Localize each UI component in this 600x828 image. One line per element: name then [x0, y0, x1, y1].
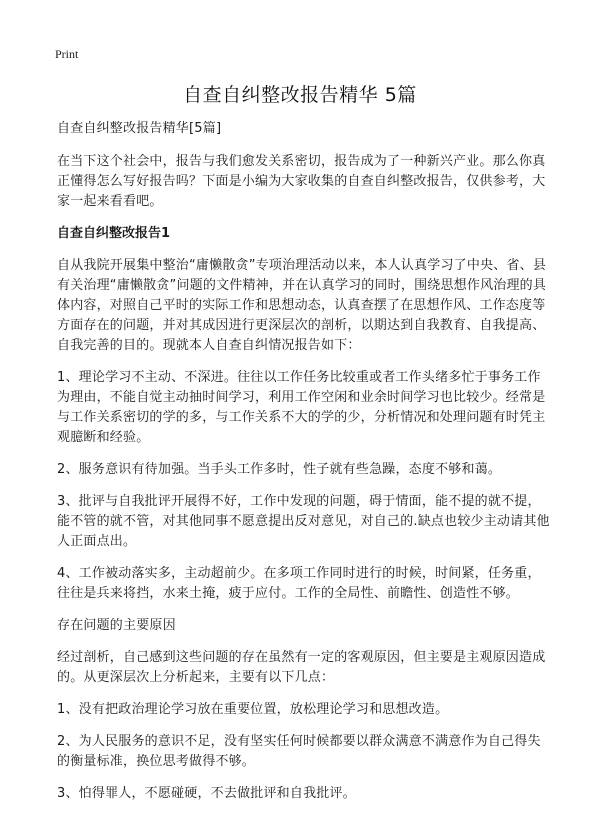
- list-item: 3、怕得罪人，不愿碰硬，不去做批评和自我批评。: [57, 786, 356, 801]
- article-subtitle: 自查自纠整改报告精华[5篇]: [57, 121, 222, 136]
- list-item: 1、没有把政治理论学习放在重要位置，放松理论学习和思想改造。: [57, 702, 449, 717]
- list-item: 4、工作被动落实多，主动超前少。在多项工作同时进行的时候，时间紧，任务重，往往是兵来将挡，水来土掩，疲于应付。工作的全局性、前瞻性、创造性不够。: [57, 566, 541, 601]
- article-body: [57, 119, 552, 816]
- causes-intro: 经过剖析，自己感到这些问题的存在虽然有一定的客观原因，但主要是主观原因造成的。从更深层次上分析起来，主要有以下几点：: [57, 650, 546, 685]
- list-item: 3、批评与自我批评开展得不好，工作中发现的问题，碍于情面，能不提的就不提，能不管的就不管，对其他同事不愿意提出反对意见，对自己的.缺点也较少主动请其他人正面点出。: [57, 494, 550, 549]
- intro-paragraph: 在当下这个社会中，报告与我们愈发关系密切，报告成为了一种新兴产业。那么你真正懂得怎么写好报告吗？下面是小编为大家收集的自查自纠整改报告，仅供参考，大家一起来看看吧。: [57, 154, 546, 209]
- print-link[interactable]: Print: [55, 47, 79, 61]
- list-item: 1、理论学习不主动、不深进。往往以工作任务比较重或者工作头绪多忙于事务工作为理由，不能自觉主动抽时间学习，利用工作空闲和业余时间学习也比较少。经常是与工作关系密切的学的多，与工作关系不大的学的少，分析情况和处理问题有时凭主观臆断和经验。: [57, 370, 546, 445]
- paragraph: 自从我院开展集中整治“庸懒散贪”专项治理活动以来，本人认真学习了中央、省、县有关治理“庸懒散贪”问题的文件精神，并在认真学习的同时，围绕思想作风治理的具体内容，对照自己平时的实际工作和思想动态，认真查摆了在思想作风、工作态度等方面存在的问题，并对其成因进行更深层次的剖析，以期达到自我教育、自我提高、自我完善的目的。现就本人自查自纠情况报告如下：: [57, 258, 547, 353]
- causes-label: 存在问题的主要原因: [57, 618, 176, 633]
- page-title: 自查自纠整改报告精华 5篇: [183, 84, 417, 106]
- list-item: 2、服务意识有待加强。当手头工作多时，性子就有些急躁，态度不够和蔼。: [57, 462, 502, 477]
- section-heading: 自查自纠整改报告1: [57, 226, 171, 241]
- list-item: 2、为人民服务的意识不足，没有坚实任何时候都要以群众满意不满意作为自己得失的衡量标准，换位思考做得不够。: [57, 734, 541, 769]
